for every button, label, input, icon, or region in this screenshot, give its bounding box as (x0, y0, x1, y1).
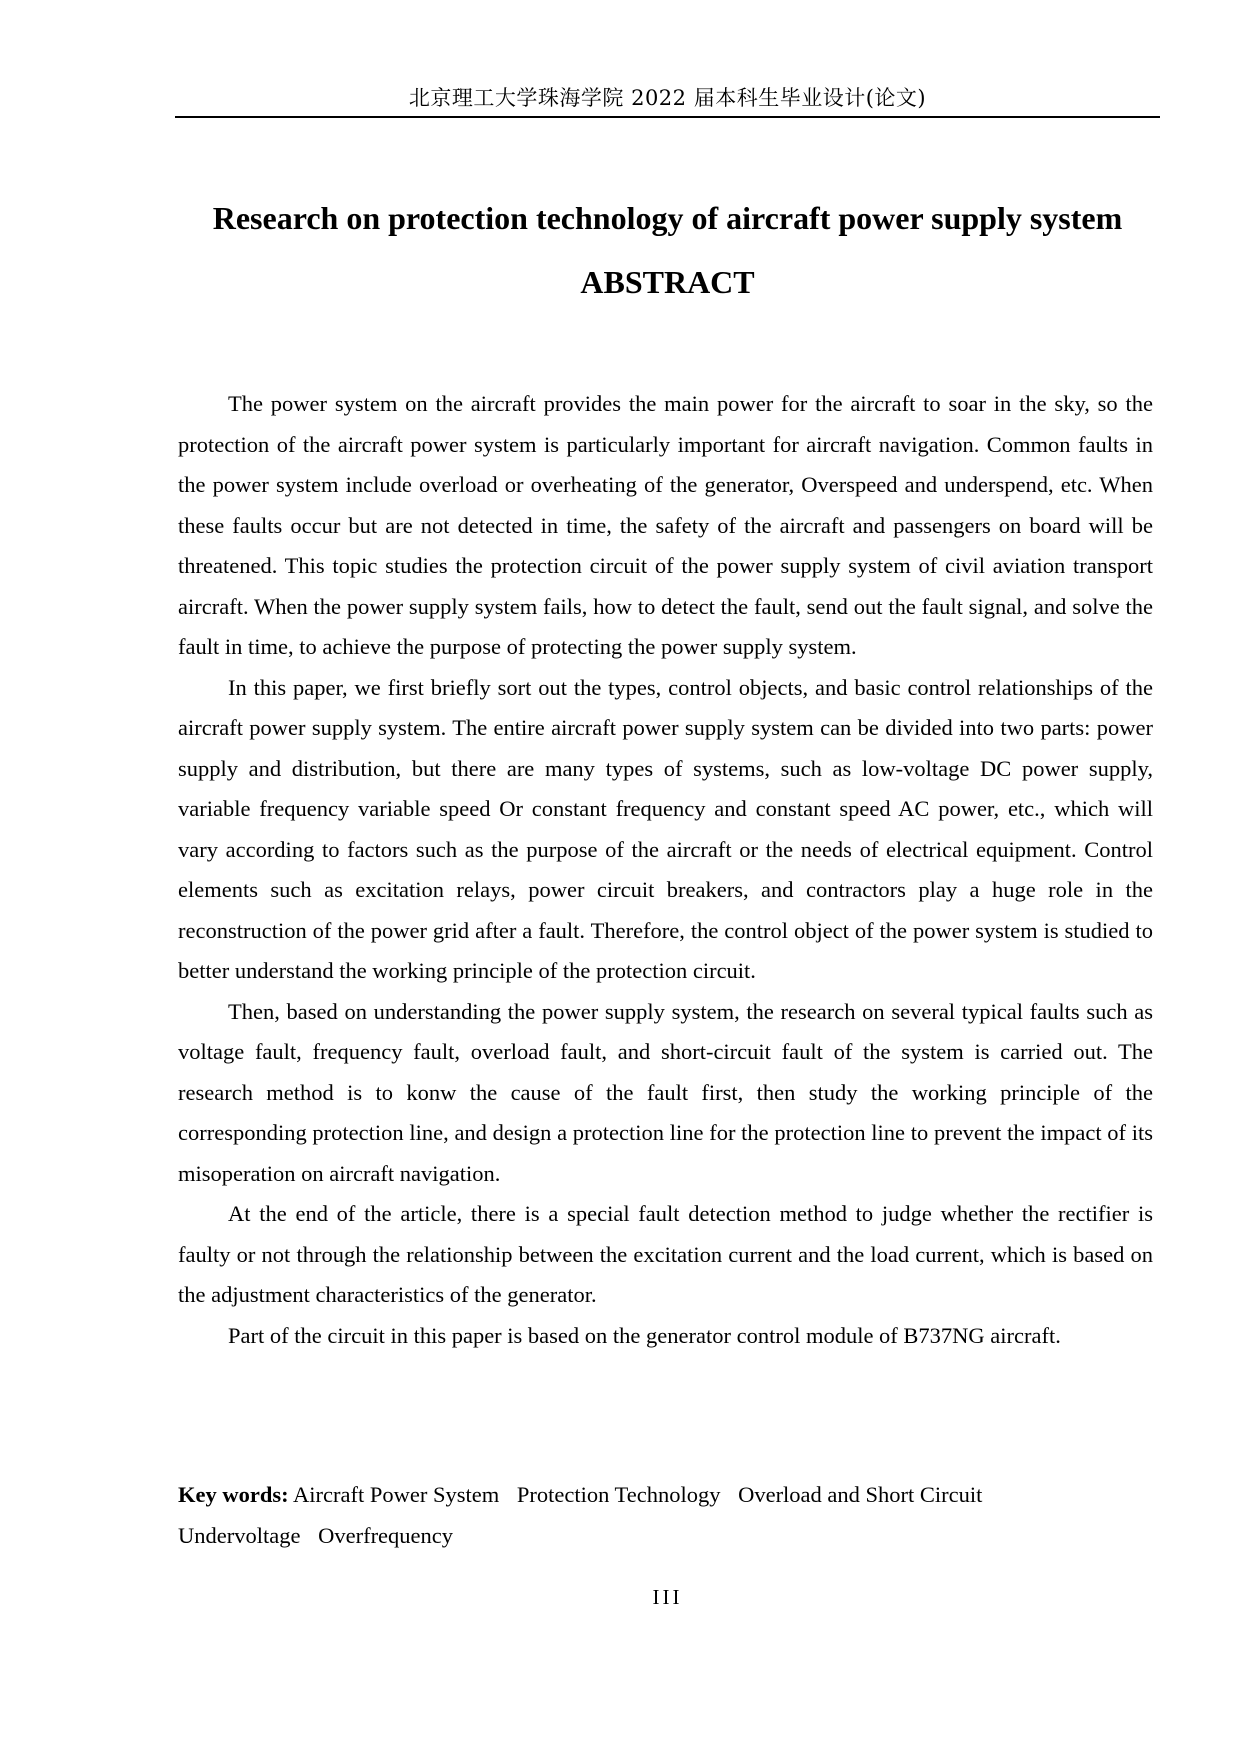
keyword-item: Aircraft Power System (293, 1482, 500, 1507)
abstract-paragraph-5: Part of the circuit in this paper is based on the generator control module of B737NG aircraft. (228, 1322, 1061, 1348)
abstract-heading: ABSTRACT (580, 264, 755, 300)
keyword-item: Protection Technology (516, 1482, 721, 1507)
keyword-item: Overload and Short Circuit (738, 1482, 983, 1507)
keyword-item: Overfrequency (318, 1522, 454, 1548)
abstract-paragraph-3: Then, based on understanding the power supply system, the research on several typical faults such as voltage fault, frequency fault, overload fault, and short-circuit fault of the system is carried out. The research method is to konw the cause of the fault first, then study the working principle of the corresponding protection line, and design a protection line for the protection line to prevent the impact of its misoperation on aircraft navigation. (178, 998, 1153, 1186)
abstract-paragraph-1: The power system on the aircraft provides the main power for the aircraft to soar in the sky, so the protection of the aircraft power system is particularly important for aircraft navigation. Common faults in the power system include overload or overheating of the generator, Overspeed and underspend, etc. When these faults occur but are not detected in time, the safety of the aircraft and passengers on board will be threatened. This topic studies the protection circuit of the power supply system of civil aviation transport aircraft. When the power supply system fails, how to detect the fault, send out the fault signal, and solve the fault in time, to achieve the purpose of protecting the power supply system. (178, 391, 1153, 659)
page-number: III (652, 1585, 683, 1609)
keywords-label: Key words: (178, 1482, 289, 1507)
keywords (178, 1475, 1153, 1556)
abstract-paragraph-4: At the end of the article, there is a special fault detection method to judge whether the rectifier is faulty or not through the relationship between the excitation current and the load current, which is based on the adjustment characteristics of the generator. (178, 1201, 1153, 1307)
running-header: 北京理工大学珠海学院 2022 届本科生毕业设计(论文) (408, 86, 927, 110)
abstract-body (178, 384, 1153, 1356)
header-rule (175, 116, 1160, 118)
abstract-paragraph-2: In this paper, we first briefly sort out the types, control objects, and basic control relationships of the aircraft power supply system. The entire aircraft power supply system can be divided into two parts: power supply and distribution, but there are many types of systems, such as low-voltage DC power supply, variable frequency variable speed Or constant frequency and constant speed AC power, etc., which will vary according to factors such as the purpose of the aircraft or the needs of electrical equipment. Control elements such as excitation relays, power circuit breakers, and contractors play a huge role in the reconstruction of the power grid after a fault. Therefore, the control object of the power system is studied to better understand the working principle of the protection circuit. (178, 674, 1153, 983)
keyword-item: Undervoltage (178, 1522, 301, 1548)
paper-title: Research on protection technology of aircraft power supply system (212, 200, 1123, 236)
